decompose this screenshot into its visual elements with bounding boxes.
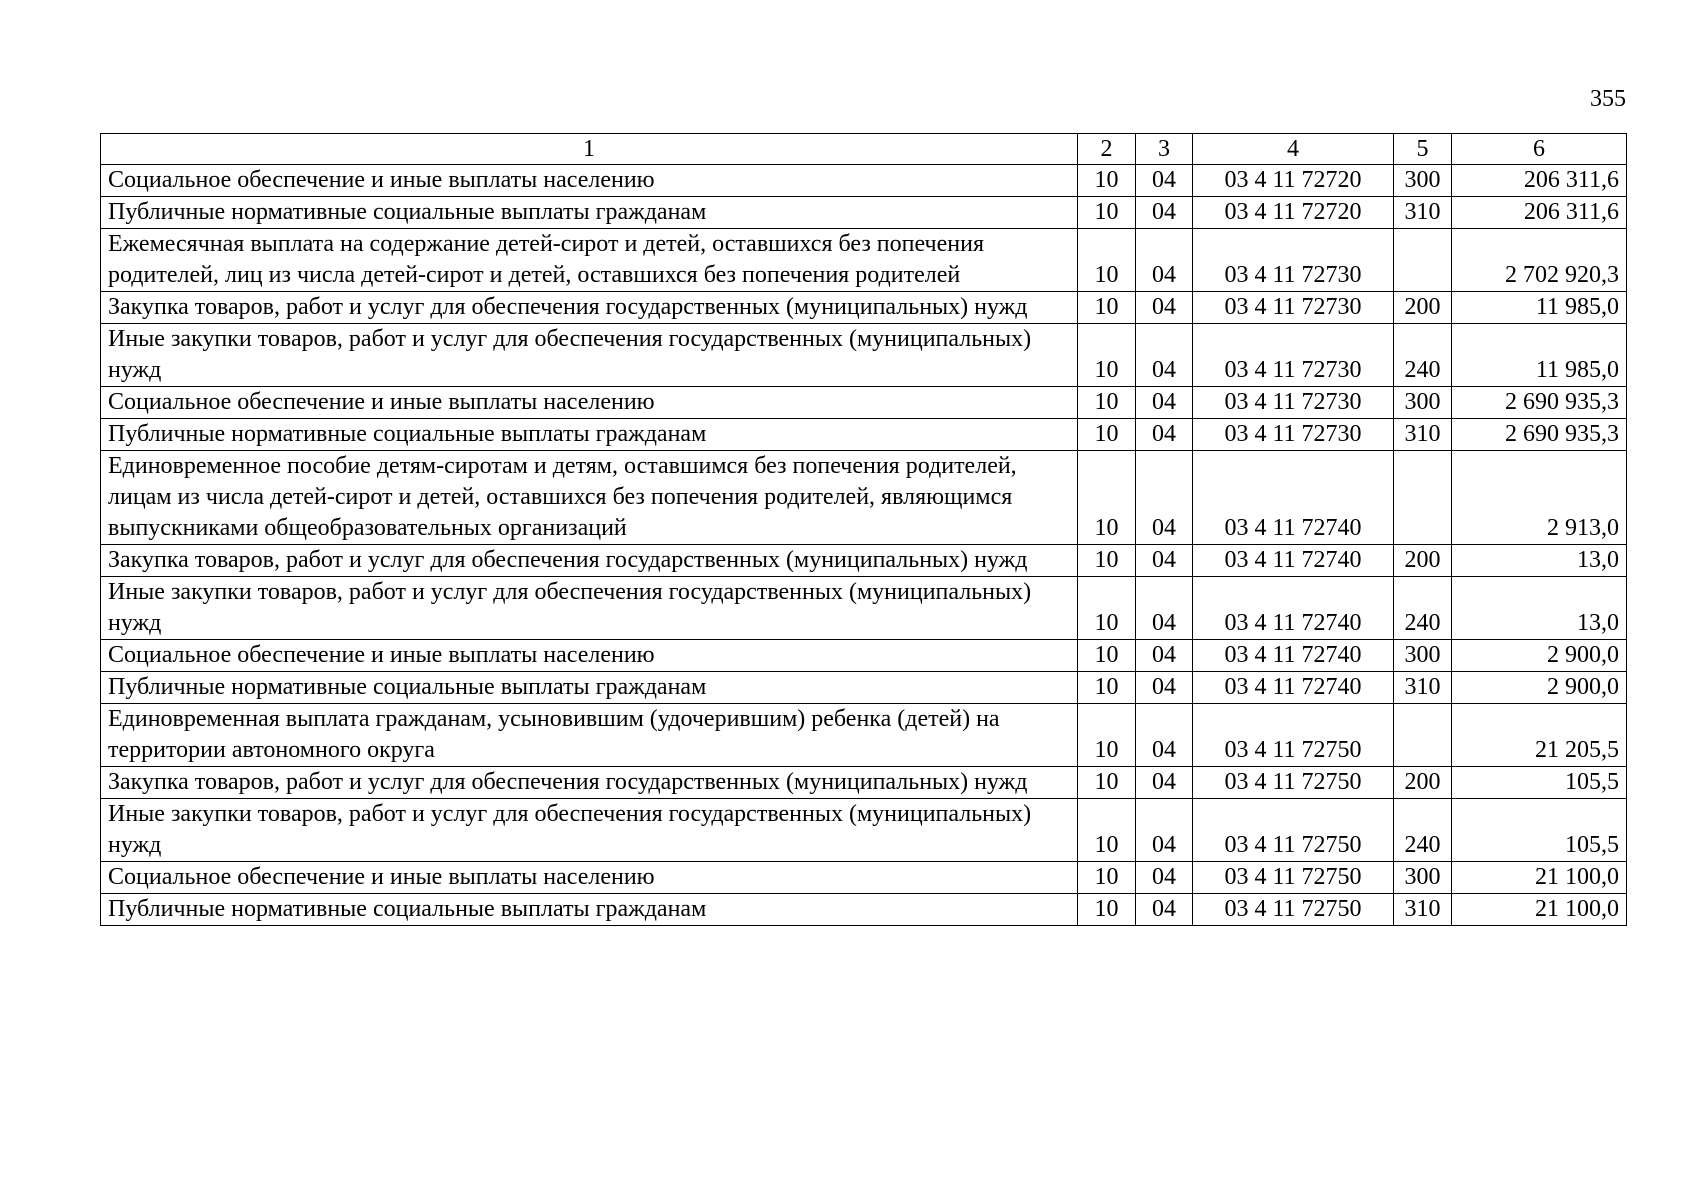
row-type-cell: 310 <box>1394 672 1452 704</box>
row-name-cell: Публичные нормативные социальные выплаты гражданам <box>101 197 1078 229</box>
row-code-cell: 03 4 11 72730 <box>1193 292 1394 324</box>
row-sum-cell: 21 100,0 <box>1452 862 1627 894</box>
row-sum-cell: 21 100,0 <box>1452 894 1627 926</box>
row-section-cell: 10 <box>1078 545 1136 577</box>
row-name-cell: Ежемесячная выплата на содержание детей-сирот и детей, оставшихся без попечения родителей, лиц из числа детей-сирот и детей, оставшихся без попечения родителей <box>101 229 1078 292</box>
row-name-cell: Закупка товаров, работ и услуг для обеспечения государственных (муниципальных) нужд <box>101 292 1078 324</box>
row-sum-cell: 105,5 <box>1452 799 1627 862</box>
row-code-cell: 03 4 11 72730 <box>1193 387 1394 419</box>
row-code-cell: 03 4 11 72720 <box>1193 197 1394 229</box>
row-subsection-cell: 04 <box>1136 197 1193 229</box>
row-name-cell: Публичные нормативные социальные выплаты гражданам <box>101 419 1078 451</box>
row-section-cell: 10 <box>1078 767 1136 799</box>
row-section-cell: 10 <box>1078 577 1136 640</box>
row-section-cell: 10 <box>1078 419 1136 451</box>
row-sum-cell: 13,0 <box>1452 545 1627 577</box>
row-code-cell: 03 4 11 72750 <box>1193 894 1394 926</box>
table-row <box>101 894 1627 926</box>
row-section-cell: 10 <box>1078 672 1136 704</box>
row-subsection-cell: 04 <box>1136 545 1193 577</box>
row-code-cell: 03 4 11 72730 <box>1193 229 1394 292</box>
row-type-cell: 240 <box>1394 577 1452 640</box>
row-section-cell: 10 <box>1078 451 1136 545</box>
budget-table <box>100 133 1627 926</box>
row-code-cell: 03 4 11 72740 <box>1193 672 1394 704</box>
row-subsection-cell: 04 <box>1136 165 1193 197</box>
row-sum-cell: 105,5 <box>1452 767 1627 799</box>
row-section-cell: 10 <box>1078 324 1136 387</box>
row-sum-cell: 2 690 935,3 <box>1452 419 1627 451</box>
column-header: 1 <box>101 134 1078 165</box>
column-header: 3 <box>1136 134 1193 165</box>
row-subsection-cell: 04 <box>1136 704 1193 767</box>
column-header: 2 <box>1078 134 1136 165</box>
row-name-cell: Закупка товаров, работ и услуг для обеспечения государственных (муниципальных) нужд <box>101 545 1078 577</box>
row-subsection-cell: 04 <box>1136 577 1193 640</box>
row-subsection-cell: 04 <box>1136 894 1193 926</box>
row-sum-cell: 2 913,0 <box>1452 451 1627 545</box>
table-row <box>101 451 1627 545</box>
row-type-cell: 300 <box>1394 387 1452 419</box>
row-subsection-cell: 04 <box>1136 799 1193 862</box>
row-name-cell: Публичные нормативные социальные выплаты гражданам <box>101 672 1078 704</box>
column-header: 5 <box>1394 134 1452 165</box>
row-code-cell: 03 4 11 72750 <box>1193 799 1394 862</box>
row-type-cell: 200 <box>1394 767 1452 799</box>
row-section-cell: 10 <box>1078 387 1136 419</box>
row-type-cell: 240 <box>1394 324 1452 387</box>
row-name-cell: Социальное обеспечение и иные выплаты населению <box>101 165 1078 197</box>
row-code-cell: 03 4 11 72740 <box>1193 577 1394 640</box>
row-name-cell: Иные закупки товаров, работ и услуг для обеспечения государственных (муниципальных) нужд <box>101 577 1078 640</box>
table-header-row <box>101 134 1627 165</box>
row-code-cell: 03 4 11 72740 <box>1193 640 1394 672</box>
row-sum-cell: 11 985,0 <box>1452 292 1627 324</box>
row-code-cell: 03 4 11 72730 <box>1193 324 1394 387</box>
column-header: 4 <box>1193 134 1394 165</box>
row-type-cell: 310 <box>1394 197 1452 229</box>
row-type-cell: 300 <box>1394 862 1452 894</box>
row-type-cell <box>1394 229 1452 292</box>
table-row <box>101 545 1627 577</box>
row-section-cell: 10 <box>1078 229 1136 292</box>
row-subsection-cell: 04 <box>1136 640 1193 672</box>
row-section-cell: 10 <box>1078 704 1136 767</box>
row-name-cell: Закупка товаров, работ и услуг для обеспечения государственных (муниципальных) нужд <box>101 767 1078 799</box>
row-code-cell: 03 4 11 72720 <box>1193 165 1394 197</box>
table-row <box>101 640 1627 672</box>
row-name-cell: Иные закупки товаров, работ и услуг для обеспечения государственных (муниципальных) нужд <box>101 324 1078 387</box>
row-subsection-cell: 04 <box>1136 862 1193 894</box>
row-sum-cell: 13,0 <box>1452 577 1627 640</box>
row-name-cell: Социальное обеспечение и иные выплаты населению <box>101 640 1078 672</box>
row-type-cell <box>1394 704 1452 767</box>
row-code-cell: 03 4 11 72750 <box>1193 704 1394 767</box>
row-section-cell: 10 <box>1078 165 1136 197</box>
row-section-cell: 10 <box>1078 292 1136 324</box>
row-sum-cell: 21 205,5 <box>1452 704 1627 767</box>
row-subsection-cell: 04 <box>1136 451 1193 545</box>
table-row <box>101 767 1627 799</box>
row-code-cell: 03 4 11 72740 <box>1193 545 1394 577</box>
row-type-cell: 300 <box>1394 165 1452 197</box>
table-row <box>101 324 1627 387</box>
row-subsection-cell: 04 <box>1136 672 1193 704</box>
row-type-cell: 240 <box>1394 799 1452 862</box>
row-sum-cell: 206 311,6 <box>1452 197 1627 229</box>
row-section-cell: 10 <box>1078 799 1136 862</box>
row-section-cell: 10 <box>1078 640 1136 672</box>
row-code-cell: 03 4 11 72750 <box>1193 767 1394 799</box>
table-row <box>101 229 1627 292</box>
row-sum-cell: 11 985,0 <box>1452 324 1627 387</box>
row-subsection-cell: 04 <box>1136 387 1193 419</box>
table-row <box>101 387 1627 419</box>
table-row <box>101 862 1627 894</box>
row-subsection-cell: 04 <box>1136 767 1193 799</box>
row-code-cell: 03 4 11 72750 <box>1193 862 1394 894</box>
row-section-cell: 10 <box>1078 862 1136 894</box>
row-name-cell: Социальное обеспечение и иные выплаты населению <box>101 387 1078 419</box>
row-type-cell: 200 <box>1394 545 1452 577</box>
row-name-cell: Единовременная выплата гражданам, усыновившим (удочерившим) ребенка (детей) на территории автономного округа <box>101 704 1078 767</box>
row-subsection-cell: 04 <box>1136 324 1193 387</box>
table-row <box>101 672 1627 704</box>
row-sum-cell: 2 702 920,3 <box>1452 229 1627 292</box>
row-subsection-cell: 04 <box>1136 419 1193 451</box>
row-sum-cell: 206 311,6 <box>1452 165 1627 197</box>
row-type-cell: 310 <box>1394 894 1452 926</box>
table-row <box>101 419 1627 451</box>
page-number: 355 <box>1590 86 1626 112</box>
table-row <box>101 799 1627 862</box>
row-sum-cell: 2 690 935,3 <box>1452 387 1627 419</box>
row-name-cell: Единовременное пособие детям-сиротам и детям, оставшимся без попечения родителей, лицам из числа детей-сирот и детей, оставшихся без попечения родителей, являющимся выпускниками общеобразовательных организаций <box>101 451 1078 545</box>
table-row <box>101 292 1627 324</box>
row-name-cell: Социальное обеспечение и иные выплаты населению <box>101 862 1078 894</box>
row-type-cell <box>1394 451 1452 545</box>
row-type-cell: 300 <box>1394 640 1452 672</box>
row-subsection-cell: 04 <box>1136 229 1193 292</box>
row-name-cell: Иные закупки товаров, работ и услуг для обеспечения государственных (муниципальных) нужд <box>101 799 1078 862</box>
row-section-cell: 10 <box>1078 197 1136 229</box>
table-row <box>101 704 1627 767</box>
row-sum-cell: 2 900,0 <box>1452 672 1627 704</box>
column-header: 6 <box>1452 134 1627 165</box>
row-sum-cell: 2 900,0 <box>1452 640 1627 672</box>
table-row <box>101 165 1627 197</box>
row-section-cell: 10 <box>1078 894 1136 926</box>
row-code-cell: 03 4 11 72740 <box>1193 451 1394 545</box>
row-code-cell: 03 4 11 72730 <box>1193 419 1394 451</box>
row-type-cell: 310 <box>1394 419 1452 451</box>
row-name-cell: Публичные нормативные социальные выплаты гражданам <box>101 894 1078 926</box>
row-subsection-cell: 04 <box>1136 292 1193 324</box>
table-row <box>101 577 1627 640</box>
row-type-cell: 200 <box>1394 292 1452 324</box>
table-row <box>101 197 1627 229</box>
